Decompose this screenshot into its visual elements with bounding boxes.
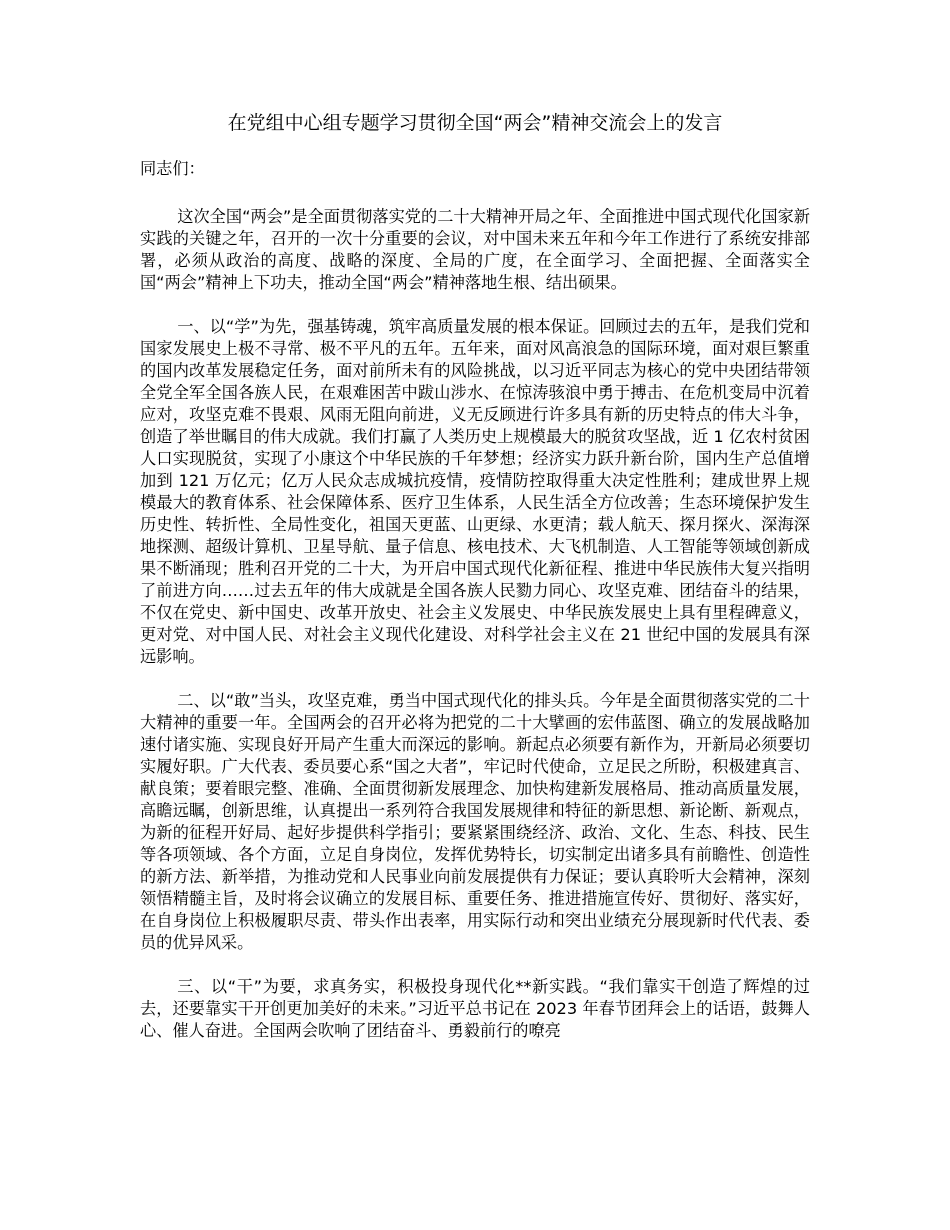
- document-title: 在党组中心组专题学习贯彻全国“两会”精神交流会上的发言: [227, 112, 723, 134]
- section-heading: 一、以“学”为先，强基铸魂，筑牢高质量发展的根本保证。: [177, 317, 600, 336]
- paragraph-text: 回顾过去的五年，是我们党和国家发展史上极不寻常、极不平凡的五年。五年来，面对风高浪急的国际环境，面对艰巨繁重的国内改革发展稳定任务，面对前所未有的风险挑战，以习近平同志为核心的党中央团结带领全党全军全国各族人民，在艰难困苦中跋山涉水、在惊涛骇浪中勇于搏击、在危机变局中沉着应对，攻坚克难不畏艰、风雨无阻向前进，义无反顾进行许多具有新的历史特点的伟大斗争，创造了举世瞩目的伟大成就。我们打赢了人类历史上规模最大的脱贫攻坚战，近 1 亿农村贫困人口实现脱贫，实现了小康这个中华民族的千年梦想；经济实力跃升新台阶，国内生产总值增加到 121 万亿元；亿万人民众志成城抗疫情，疫情防控取得重大决定性胜利；建成世界上规模最大的教育体系、社会保障体系、医疗卫生体系，人民生活全方位改善；生态环境保护发生历史性、转折性、全局性变化，祖国天更蓝、山更绿、水更清；载人航天、探月探火、深海深地探测、超级计算机、卫星导航、量子信息、核电技术、大飞机制造、人工智能等领域创新成果不断涌现；胜利召开党的二十大，为开启中国式现代化新征程、推进中华民族伟大复兴指明了前进方向……过去五年的伟大成就是全国各族人民勠力同心、攻坚克难、团结奋斗的结果，不仅在党史、新中国史、改革开放史、社会主义发展史、中华民族发展史上具有里程碑意义，更对党、对中国人民、对社会主义现代化建设、对科学社会主义在 21 世纪中国的发展具有深远影响。: [140, 317, 810, 666]
- section-heading: 二、以“敢”当头，攻坚克难，勇当中国式现代化的排头兵。: [177, 691, 600, 710]
- paragraph-section-3: [140, 976, 810, 1042]
- document-page: [140, 108, 810, 1064]
- paragraph-intro: [140, 206, 810, 294]
- paragraph-section-1: [140, 316, 810, 668]
- paragraph-text: 这次全国“两会”是全面贯彻落实党的二十大精神开局之年、全面推进中国式现代化国家新实践的关键之年，召开的一次十分重要的会议，对中国未来五年和今年工作进行了系统安排部署，必须从政治的高度、战略的深度、全局的广度，在全面学习、全面把握、全面落实全国“两会”精神上下功夫，推动全国“两会”精神落地生根、结出硕果。: [140, 207, 810, 292]
- paragraph-text: 今年是全面贯彻落实党的二十大精神的重要一年。全国两会的召开必将为把党的二十大擘画的宏伟蓝图、确立的发展战略加速付诸实施、实现良好开局产生重大而深远的影响。新起点必须要有新作为，开新局必须要切实履好职。广大代表、委员要心系“国之大者”，牢记时代使命，立足民之所盼，积极建真言、献良策；要着眼完整、准确、全面贯彻新发展理念、加快构建新发展格局、推动高质量发展，高瞻远瞩，创新思维，认真提出一系列符合我国发展规律和特征的新思想、新论断、新观点，为新的征程开好局、起好步提供科学指引；要紧紧围绕经济、政治、文化、生态、科技、民生等各项领域、各个方面，立足自身岗位，发挥优势特长，切实制定出诸多具有前瞻性、创造性的新方法、新举措，为推动党和人民事业向前发展提供有力保证；要认真聆听大会精神，深刻领悟精髓主旨，及时将会议确立的发展目标、重要任务、推进措施宣传好、贯彻好、落实好，在自身岗位上积极履职尽责、带头作出表率，用实际行动和突出业绩充分展现新时代代表、委员的优异风采。: [140, 691, 810, 952]
- salutation: 同志们：: [140, 159, 205, 178]
- paragraph-text: “我们靠实干创造了辉煌的过去，还要靠实干开创更加美好的未来。”习近平总书记在 2023 年春节团拜会上的话语，鼓舞人心、催人奋进。全国两会吹响了团结奋斗、勇毅前行的嘹亮: [140, 977, 810, 1040]
- paragraph-section-2: [140, 690, 810, 954]
- section-heading: 三、以“干”为要，求真务实，积极投身现代化**新实践。: [177, 977, 600, 996]
